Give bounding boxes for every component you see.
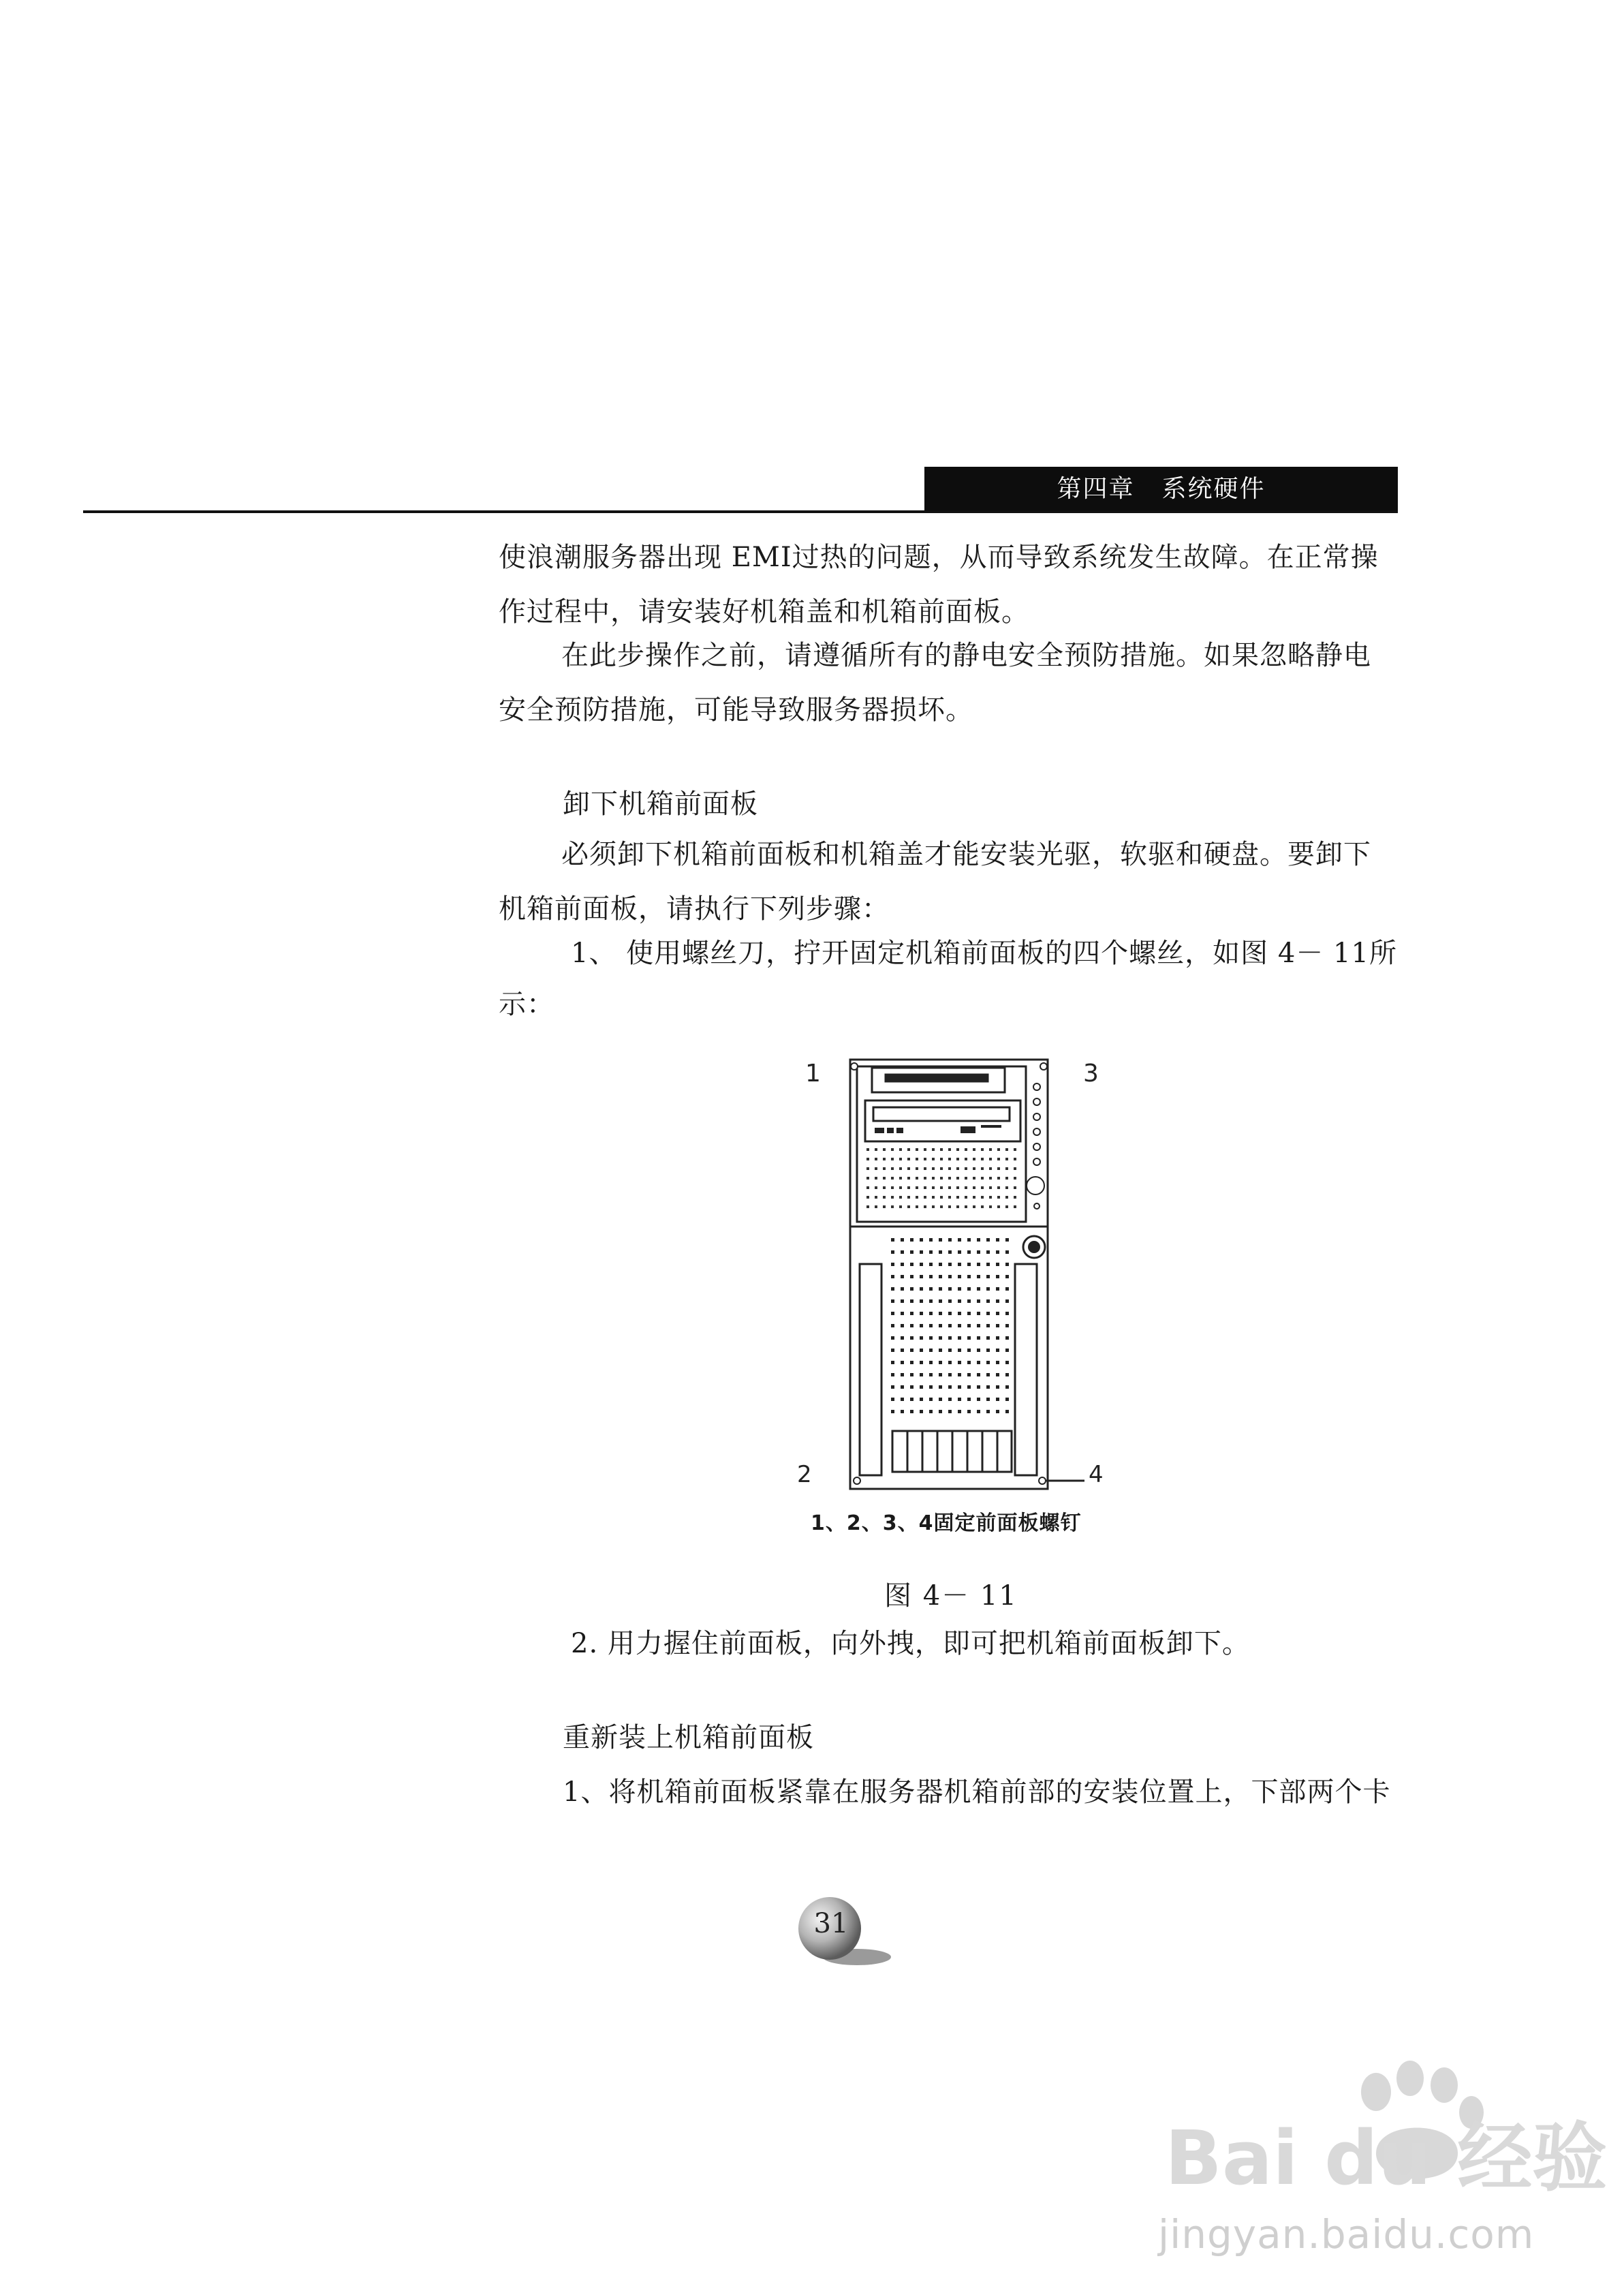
- figure-label-3: 3: [1083, 1060, 1099, 1088]
- paragraph-1: [499, 530, 1398, 639]
- cd-bay-details: [875, 1125, 1001, 1133]
- figure-label-1: 1: [805, 1060, 821, 1088]
- lower-vent-grid: [891, 1238, 1009, 1413]
- heading-remove-front-panel: 卸下机箱前面板: [563, 788, 758, 820]
- paragraph-1-line-2: 作过程中，请安装好机箱盖和机箱前面板。: [499, 596, 1029, 628]
- paragraph-3: [499, 827, 1398, 936]
- paragraph-2-line-1: 在此步操作之前，请遵循所有的静电安全预防措施。如果忽略静电: [561, 640, 1371, 671]
- paragraph-1-line-1: 使浪潮服务器出现 EMI过热的问题，从而导致系统发生故障。在正常操: [499, 542, 1379, 573]
- status-leds: [1027, 1083, 1044, 1209]
- figure-label-4: 4: [1089, 1461, 1104, 1488]
- chapter-header-tab: [924, 467, 1398, 512]
- panel-screws: [851, 1063, 1047, 1484]
- drive-slot-dividers: [907, 1431, 997, 1472]
- chapter-title: 系统硬件: [1161, 475, 1266, 503]
- chassis-figure: [790, 1046, 1110, 1533]
- figure-label-2: 2: [797, 1461, 812, 1488]
- step-2: 2. 用力握住前面板，向外拽，即可把机箱前面板卸下。: [571, 1628, 1250, 1659]
- paragraph-2: [499, 628, 1398, 737]
- step-1: [571, 926, 1398, 981]
- figure-title: 图 4－ 11: [884, 1580, 1018, 1612]
- figure-legend: 1、2、3、4固定前面板螺钉: [811, 1511, 1082, 1535]
- header-rule: [83, 510, 1398, 513]
- step-reinstall-1: 1、将机箱前面板紧靠在服务器机箱前部的安装位置上，下部两个卡: [563, 1776, 1391, 1808]
- step-1-line-1: 1、 使用螺丝刀，拧开固定机箱前面板的四个螺丝，如图 4－ 11所: [571, 938, 1397, 969]
- paragraph-3-line-1: 必须卸下机箱前面板和机箱盖才能安装光驱，软驱和硬盘。要卸下: [561, 839, 1371, 870]
- page-number: 31: [813, 1908, 849, 1939]
- watermark-url: jingyan.baidu.com: [1158, 2211, 1535, 2258]
- chassis-outline: [850, 1060, 1048, 1489]
- paragraph-3-line-2: 机箱前面板，请执行下列步骤：: [499, 893, 890, 925]
- watermark-logo-text: Bai du 经验: [1165, 2114, 1608, 2202]
- heading-reinstall-front-panel: 重新装上机箱前面板: [563, 1722, 814, 1753]
- upper-vent-grid: [866, 1148, 1016, 1208]
- paragraph-2-line-2: 安全预防措施，可能导致服务器损坏。: [499, 694, 973, 726]
- chapter-number: 第四章: [1057, 475, 1135, 503]
- power-button-icon: [1023, 1236, 1045, 1258]
- step-1-line-2: 示：: [499, 989, 555, 1020]
